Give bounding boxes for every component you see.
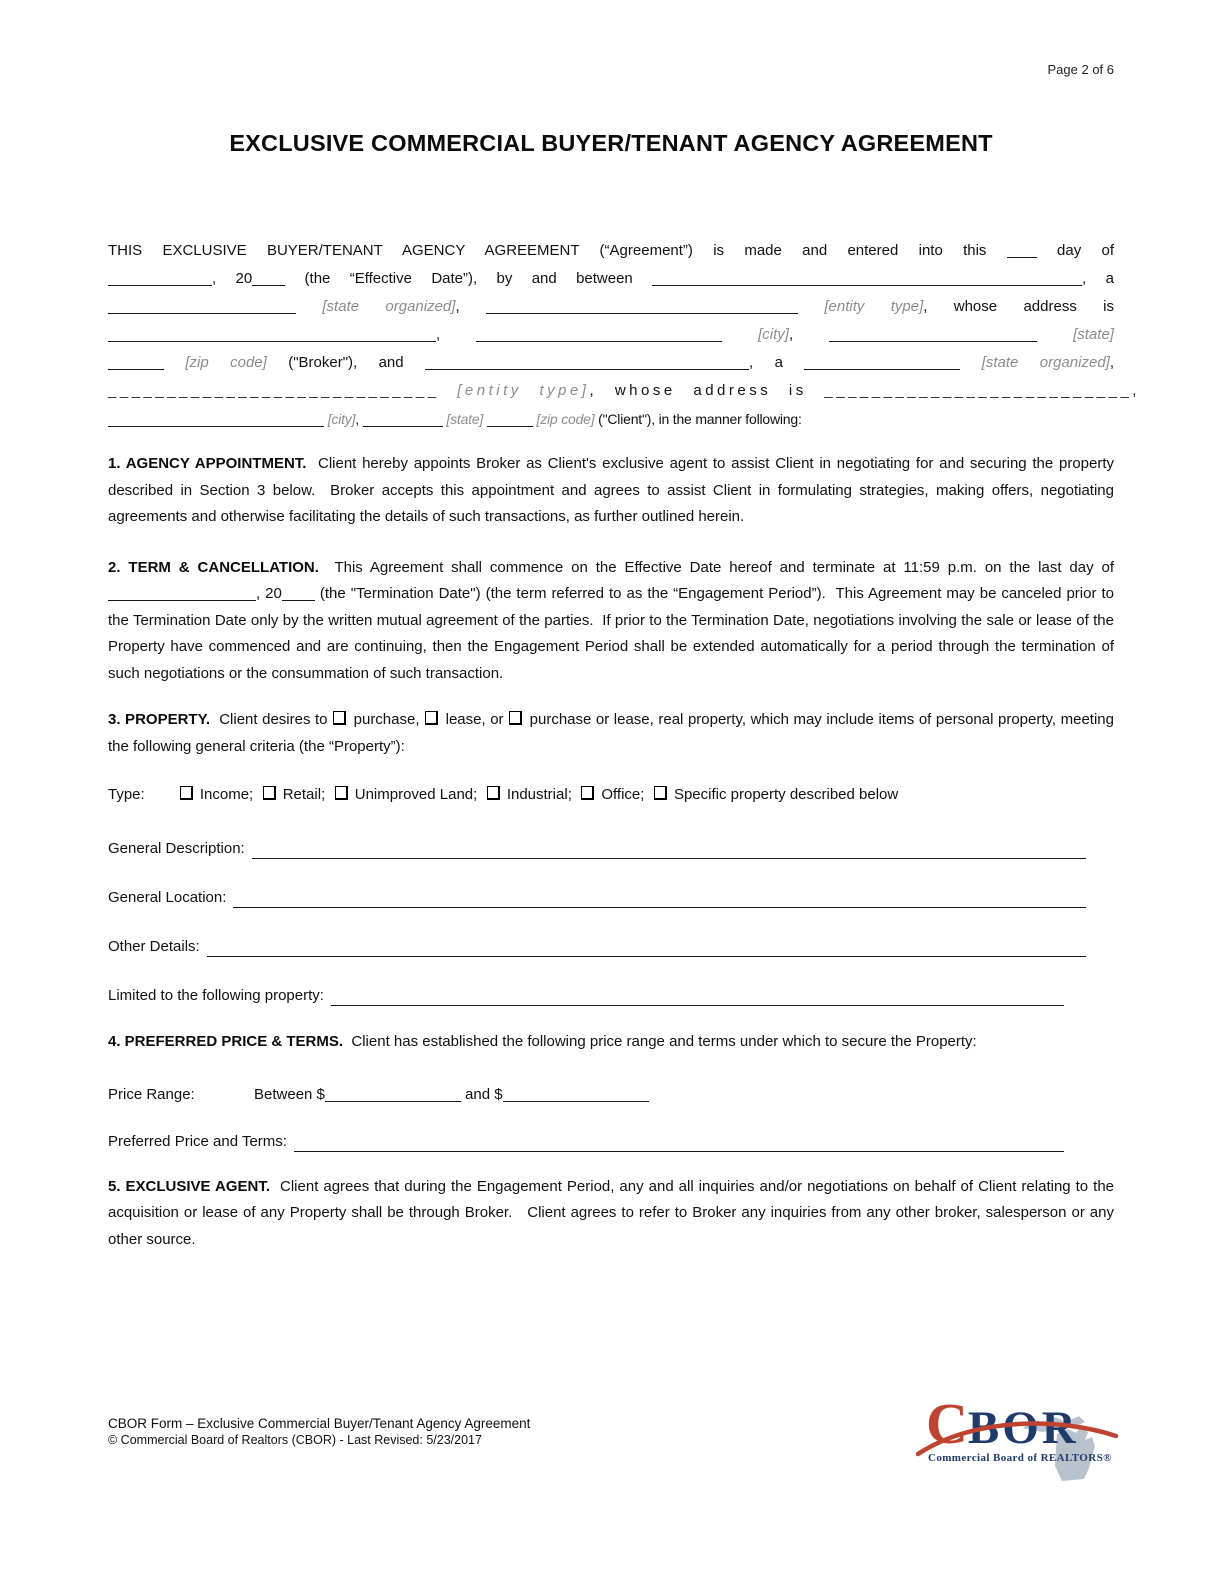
intro-line-4: , [city], [state] — [108, 321, 1114, 349]
blank-field — [829, 327, 1037, 342]
blank-field — [108, 355, 164, 370]
field-general-location — [108, 886, 1114, 910]
blank-field — [425, 355, 749, 370]
section-1-body: Client hereby appoints Broker as Client's exclusive agent to assist Client in negotiating for and securing the property described in Section 3 below. Broker accepts this appointment and agrees to assist Client in formulating strategies, making offers, negotiating agreements and otherwise facilitating the details of such transactions, as further outlined herein. — [108, 455, 1115, 525]
checkbox-icon — [654, 786, 667, 800]
logo-letters-bor: BOR — [967, 1402, 1079, 1454]
blank-field — [108, 299, 296, 314]
section-3-property — [108, 707, 1114, 760]
blank-field — [252, 857, 1086, 859]
blank-field — [207, 955, 1086, 957]
section-4-heading: 4. PREFERRED PRICE & TERMS. — [108, 1033, 344, 1050]
placeholder-label: [entity type] — [824, 298, 924, 315]
blank-field — [804, 355, 960, 370]
footer-text — [108, 1416, 530, 1448]
section-2-heading: 2. TERM & CANCELLATION. — [108, 558, 319, 576]
intro-line-3: [state organized], [entity type], whose address is — [108, 293, 1114, 321]
blank-field — [652, 271, 1082, 286]
placeholder-label: [entity type] — [457, 382, 590, 399]
section-5-heading: 5. EXCLUSIVE AGENT. — [108, 1177, 270, 1195]
blank-field — [331, 1004, 1064, 1006]
blank-field — [325, 1087, 461, 1102]
placeholder-label: [state] — [446, 411, 484, 427]
page-number: Page 2 of 6 — [1047, 62, 1114, 77]
logo-tagline: Commercial Board of REALTORS® — [928, 1452, 1112, 1464]
price-range-values: Between $ and $ — [254, 1086, 649, 1103]
checkbox-icon — [487, 786, 500, 800]
field-label: Limited to the following property: — [108, 987, 324, 1004]
section-2-term-cancellation — [108, 555, 1114, 688]
checkbox-icon — [180, 786, 193, 800]
placeholder-label: [zip code] — [536, 411, 595, 427]
blank-field — [233, 906, 1086, 908]
field-limited-property — [108, 984, 1114, 1008]
intro-line-6: ____________________________ [entity type], whose address is __________________________, — [108, 382, 1140, 399]
blank-field — [108, 412, 324, 427]
checkbox-icon — [333, 711, 346, 725]
price-range-line — [108, 1081, 1114, 1108]
field-label: General Description: — [108, 840, 245, 857]
field-preferred-price-terms — [108, 1130, 1114, 1154]
intro-line-1: THIS EXCLUSIVE BUYER/TENANT AGENCY AGREEMENT (“Agreement”) is made and entered into this day of — [108, 242, 1115, 259]
footer-copyright: © Commercial Board of Realtors (CBOR) - Last Revised: 5/23/2017 — [108, 1433, 482, 1447]
checkbox-icon — [509, 711, 522, 725]
blank-field — [108, 271, 212, 286]
document-title: EXCLUSIVE COMMERCIAL BUYER/TENANT AGENCY AGREEMENT — [229, 130, 993, 156]
page-footer — [108, 1391, 1120, 1486]
section-1-heading: 1. AGENCY APPOINTMENT. — [108, 455, 307, 472]
placeholder-label: [state organized] — [322, 298, 456, 315]
placeholder-label: [state organized] — [981, 354, 1110, 371]
blank-field — [108, 327, 436, 342]
placeholder-label: [state] — [1073, 326, 1114, 343]
checkbox-icon — [335, 786, 348, 800]
blank-field — [363, 412, 443, 427]
field-general-description — [108, 837, 1114, 861]
blank-field: __________________________ — [824, 382, 1133, 399]
checkbox-icon — [263, 786, 276, 800]
blank-field — [1007, 243, 1037, 258]
checkbox-icon — [581, 786, 594, 800]
blank-field — [486, 299, 798, 314]
blank-field — [503, 1087, 649, 1102]
checkbox-icon — [425, 711, 438, 725]
field-other-details — [108, 935, 1114, 959]
blank-field — [252, 271, 285, 286]
section-3-body: Client desires to purchase, lease, or purchase or lease, real property, which may include items of personal property, meeting the following general criteria (the “Property”): — [108, 711, 1114, 755]
blank-field — [108, 586, 256, 601]
property-type-line: Type: Income; Retail; Unimproved Land; Industrial; Office; Specific property described below — [108, 786, 899, 803]
placeholder-label: [city] — [758, 326, 789, 343]
footer-form-name: CBOR Form – Exclusive Commercial Buyer/Tenant Agency Agreement — [108, 1416, 531, 1431]
blank-field: ____________________________ — [108, 382, 440, 399]
blank-field — [487, 412, 533, 427]
field-label: General Location: — [108, 889, 227, 906]
cbor-logo-wordmark — [926, 1390, 1079, 1457]
intro-paragraph — [108, 237, 1140, 433]
field-label: Other Details: — [108, 938, 200, 955]
blank-field — [282, 586, 315, 601]
intro-line-2: , 20 (the “Effective Date”), by and between , a — [108, 265, 1114, 293]
price-range-label: Price Range: — [108, 1085, 195, 1103]
placeholder-label: [city] — [327, 411, 356, 427]
section-3-heading: 3. PROPERTY. — [108, 711, 211, 728]
blank-field — [476, 327, 722, 342]
section-5-exclusive-agent — [108, 1174, 1114, 1254]
section-4-body: Client has established the following price range and terms under which to secure the Property: — [343, 1033, 977, 1050]
section-1-agency-appointment — [108, 451, 1114, 531]
cbor-logo — [920, 1391, 1120, 1486]
section-5-body: Client agrees that during the Engagement Period, any and all inquiries and/or negotiations on behalf of Client relating to the acquisition or lease of any Property shall be through Broker. Client agrees to refer to Broker any inquiries from any other broker, salesperson or any other source. — [108, 1177, 1115, 1248]
section-4-preferred-price-terms — [108, 1029, 1114, 1056]
placeholder-label: [zip code] — [185, 354, 267, 371]
section-2-body: This Agreement shall commence on the Effective Date hereof and terminate at 11:59 p.m. on the last day of , 20 (the "Termination Date") (the term referred to as the “Engagement Period”). This Agreement may be canceled prior to the Termination Date only by the written mutual agreement of the parties. If prior to the Termination Date, negotiations involving the sale or lease of the Property have commenced and are continuing, then the Engagement Period shall be extended automatically for a period through the termination of such negotiations or the consummation of such transaction. — [108, 558, 1114, 682]
spacer — [145, 798, 179, 799]
intro-line-7: [city], [state] [zip code] ("Client"), in the manner following: — [108, 405, 1114, 433]
blank-field — [294, 1150, 1064, 1152]
intro-line-5: [zip code] ("Broker"), and , a [state organized], — [108, 349, 1114, 377]
field-label: Preferred Price and Terms: — [108, 1132, 287, 1150]
logo-letter-c: C — [926, 1391, 968, 1456]
